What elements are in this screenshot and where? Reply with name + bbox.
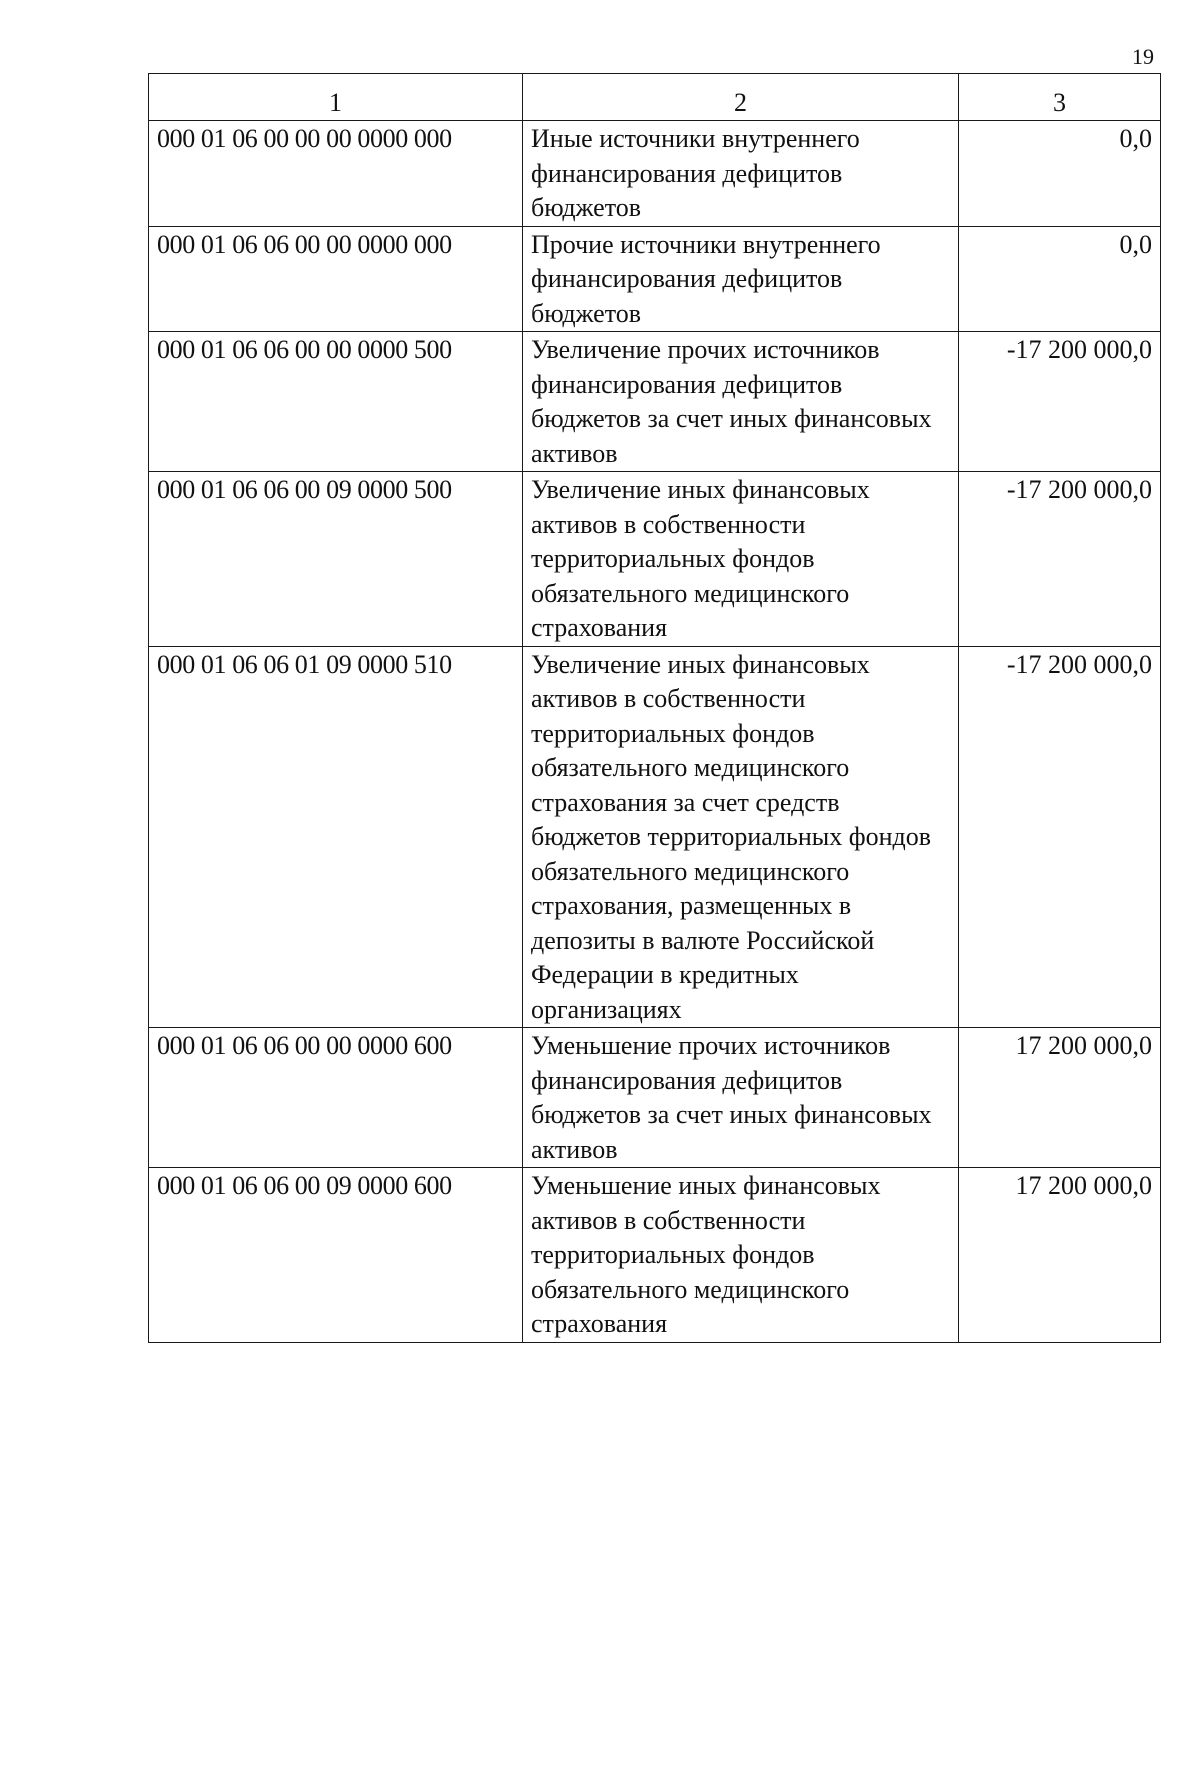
table-row	[149, 1028, 1161, 1168]
source-name-cell: Увеличение прочих источников финансирования дефицитов бюджетов за счет иных финансовых активов	[523, 332, 959, 472]
source-name-cell: Увеличение иных финансовых активов в собственности территориальных фондов обязательного медицинского страхования	[523, 472, 959, 647]
amount-cell: -17 200 000,0	[959, 646, 1161, 1028]
budget-code-cell: 000 01 06 00 00 00 0000 000	[149, 121, 523, 227]
amount-cell: 17 200 000,0	[959, 1168, 1161, 1343]
budget-code-cell: 000 01 06 06 01 09 0000 510	[149, 646, 523, 1028]
source-name-cell: Иные источники внутреннего финансирования дефицитов бюджетов	[523, 121, 959, 227]
budget-code-cell: 000 01 06 06 00 00 0000 000	[149, 226, 523, 332]
page-number: 19	[1132, 44, 1154, 69]
table-row	[149, 472, 1161, 647]
column-header-code: 1	[149, 74, 523, 121]
source-name-cell: Уменьшение иных финансовых активов в собственности территориальных фондов обязательного медицинского страхования	[523, 1168, 959, 1343]
source-name-cell: Увеличение иных финансовых активов в собственности территориальных фондов обязательного медицинского страхования за счет средств бюджетов территориальных фондов обязательного медицинского страхования, размещенных в депозиты в валюте Российской Федерации в кредитных организациях	[523, 646, 959, 1028]
table-row	[149, 121, 1161, 227]
table-header-row	[149, 74, 1161, 121]
column-header-amount: 3	[959, 74, 1161, 121]
budget-code-cell: 000 01 06 06 00 00 0000 500	[149, 332, 523, 472]
table-row	[149, 226, 1161, 332]
budget-code-cell: 000 01 06 06 00 09 0000 600	[149, 1168, 523, 1343]
amount-cell: 17 200 000,0	[959, 1028, 1161, 1168]
budget-sources-table	[148, 73, 1161, 1343]
table-row	[149, 646, 1161, 1028]
table-row	[149, 332, 1161, 472]
amount-cell: -17 200 000,0	[959, 332, 1161, 472]
amount-cell: -17 200 000,0	[959, 472, 1161, 647]
budget-code-cell: 000 01 06 06 00 09 0000 500	[149, 472, 523, 647]
budget-code-cell: 000 01 06 06 00 00 0000 600	[149, 1028, 523, 1168]
source-name-cell: Прочие источники внутреннего финансирования дефицитов бюджетов	[523, 226, 959, 332]
source-name-cell: Уменьшение прочих источников финансирования дефицитов бюджетов за счет иных финансовых активов	[523, 1028, 959, 1168]
column-header-name: 2	[523, 74, 959, 121]
amount-cell: 0,0	[959, 121, 1161, 227]
table-row	[149, 1168, 1161, 1343]
amount-cell: 0,0	[959, 226, 1161, 332]
